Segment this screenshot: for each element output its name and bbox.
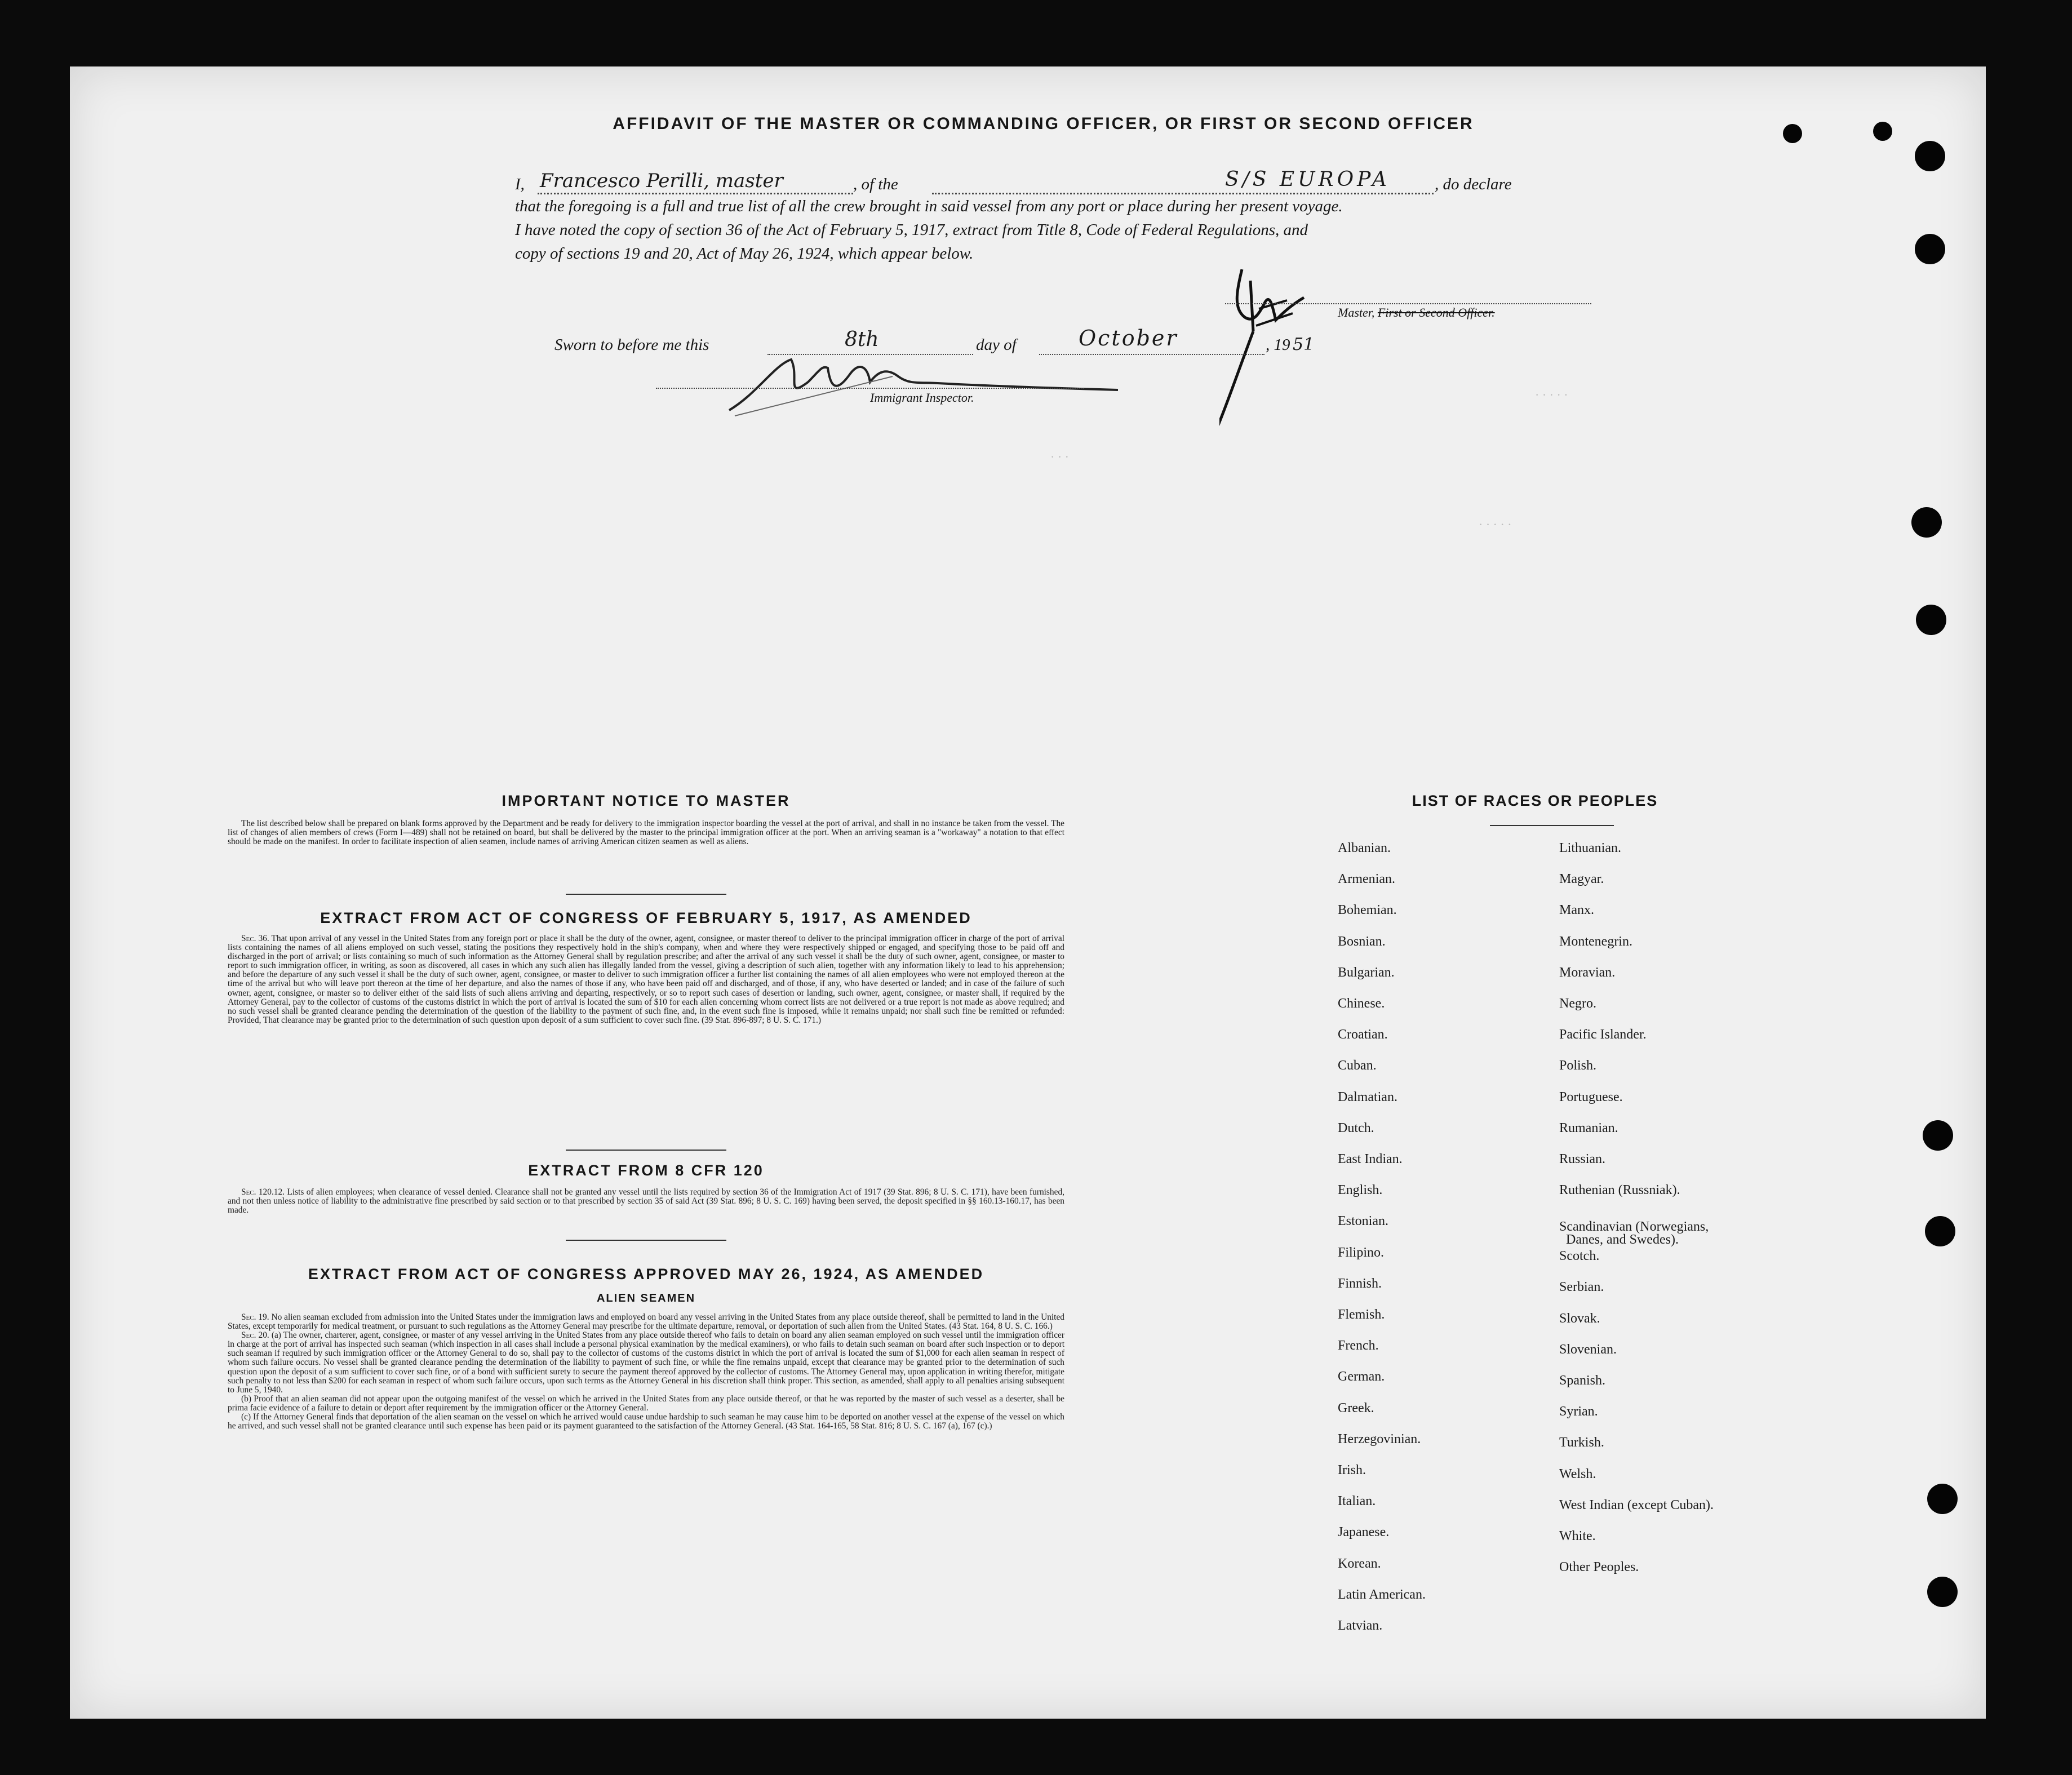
affidavit-sheet xyxy=(70,66,1986,1719)
master-signature xyxy=(1219,247,1332,483)
race-item: Korean. xyxy=(1338,1556,1381,1571)
race-item: Magyar. xyxy=(1559,872,1604,887)
extract-1924-text xyxy=(228,1313,1064,1431)
race-item: Latvian. xyxy=(1338,1618,1383,1633)
section-19-text: No alien seaman excluded from admission into the United States under the immigration laws and employed on board any vessel arriving in the United States from any place outside thereof, shall be permitted to land in the United States, except temporarily for medical treatment, or pursuant to such regulations as the Attorney General may prescribe for the ultimate departure, removal, or deportation of such alien from the United States. (43 Stat. 164, 8 U. S. C. 166.) xyxy=(228,1312,1064,1332)
sworn-day-of: day of xyxy=(976,336,1017,354)
extract-1917-title: EXTRACT FROM ACT OF CONGRESS OF FEBRUARY 5, 1917, AS AMENDED xyxy=(320,909,972,926)
race-item: Filipino. xyxy=(1338,1245,1385,1260)
binder-hole xyxy=(1911,507,1942,538)
ink-blot xyxy=(1873,122,1892,141)
master-name-handwritten: Francesco Perilli, master xyxy=(540,170,783,192)
race-item: Scotch. xyxy=(1559,1249,1600,1264)
section-19-paragraph xyxy=(228,1313,1064,1331)
section-36-text: That upon arrival of any vessel in the United States from any foreign port or place it shall be the duty of the owner, agent, consignee, or master thereof to deliver to the principal immigration officer in charge of the port of arrival lists containing the names of all aliens employed on such vessel, stating the positions they respectively hold in the ship's company, when and where they were respectively shipped or engaged, and specifying those to be paid off and discharged in the port of arrival; or lists containing so much of such information as the Attorney General shall by regulation prescribe; and after the arrival of any such vessel it shall be the duty of such owner, agent, consignee, or master to report to such immigration officer, in writing, as soon as discovered, all cases in which any such alien has illegally landed from the vessel, giving a description of such alien, together with any information likely to lead to his apprehension; and before the departure of any such vessel it shall be the duty of such owner, agent, consignee, or master to deliver to such immigration officer a further list containing the names of all alien employees who were not employed thereon at the time of the arrival but who will leave port thereon at the time of her departure, and also the names of those if any, who have been paid off and discharged, and of those, if any, who have deserted or landed; and in case of the failure of such owner, agent, consignee, or master so to deliver either of the said lists of such aliens arriving and departing, respectively, or so to report such cases of desertion or landing, such owner, agent, consignee, or master shall, if required by the Attorney General, pay to the collector of customs of the customs district in which the port of arrival is located the sum of $10 for each alien concerning whom correct lists are not delivered or a true report is not made as above required; and no such vessel shall be granted clearance pending the determination of the question of the liability to the payment of such fine, and, in the event such fine is imposed, while it remains unpaid; nor shall such fine be remitted or refunded: Provided, That clearance may be granted prior to the determination of such question upon deposit of a sum sufficient to cover such fine. (39 Stat. 896-897; 8 U. S. C. 171.) xyxy=(228,934,1064,1025)
bleed-through-mark: · · · · · xyxy=(1535,388,1568,402)
race-item: Slovenian. xyxy=(1559,1342,1617,1357)
race-item: Portuguese. xyxy=(1559,1089,1623,1104)
race-item: Japanese. xyxy=(1338,1525,1390,1540)
race-item: Rumanian. xyxy=(1559,1120,1618,1135)
inspector-caption: Immigrant Inspector. xyxy=(870,390,974,405)
declaration-i: I, xyxy=(515,175,525,193)
race-item: Armenian. xyxy=(1338,872,1395,887)
divider xyxy=(566,894,726,895)
race-item: Irish. xyxy=(1338,1463,1366,1477)
race-item: Estonian. xyxy=(1338,1214,1388,1229)
extract-1924-title: EXTRACT FROM ACT OF CONGRESS APPROVED MAY 26, 1924, AS AMENDED xyxy=(308,1266,984,1283)
race-item: Pacific Islander. xyxy=(1559,1027,1647,1042)
race-item: Montenegrin. xyxy=(1559,934,1632,949)
race-item: Bosnian. xyxy=(1338,934,1386,949)
race-item: German. xyxy=(1338,1369,1385,1384)
race-item: Polish. xyxy=(1559,1058,1597,1073)
sworn-prefix: Sworn to before me this xyxy=(554,336,709,354)
declaration-line-2: that the foregoing is a full and true list of all the crew brought in said vessel from any port or place during her present voyage. xyxy=(515,197,1343,215)
race-item: Finnish. xyxy=(1338,1276,1382,1291)
signature-caption-master: Master, xyxy=(1338,305,1378,320)
divider xyxy=(566,1240,726,1241)
vessel-dotted-line xyxy=(932,193,1434,194)
affidavit-title: AFFIDAVIT OF THE MASTER OR COMMANDING OFFICER, OR FIRST OR SECOND OFFICER xyxy=(613,114,1474,133)
extract-cfr-paragraph xyxy=(228,1188,1064,1215)
sworn-day-handwritten: 8th xyxy=(845,328,879,351)
declaration-of-the: , of the xyxy=(853,175,898,193)
section-120-label: Sec. 120.12. xyxy=(241,1187,285,1197)
race-item: Slovak. xyxy=(1559,1311,1600,1326)
race-item: Croatian. xyxy=(1338,1027,1388,1042)
vessel-name-handwritten: S/S EUROPA xyxy=(1225,168,1391,191)
extract-1917-paragraph xyxy=(228,934,1064,1025)
binder-hole xyxy=(1923,1120,1953,1151)
section-20-label: Sec. 20. xyxy=(241,1330,269,1341)
race-item: Ruthenian (Russniak). xyxy=(1559,1183,1680,1198)
bleed-through-mark: · · · · · xyxy=(1479,517,1512,531)
race-item: English. xyxy=(1338,1183,1383,1198)
master-signature-line xyxy=(1225,303,1591,304)
bleed-through-mark: · · · xyxy=(1050,450,1069,464)
race-item: Herzegovinian. xyxy=(1338,1431,1421,1446)
race-item: Cuban. xyxy=(1338,1058,1377,1073)
section-120-text: Lists of alien employees; when clearance of vessel denied. Clearance shall not be granted any vessel until the lists required by section 36 of the Immigration Act of 1917 (39 Stat. 896; 8 U. S. C. 171), have been furnished, and not then unless notice of liability to the administrative fine prescribed by said section or to that prescribed by section 35 of said Act (39 Stat. 896; 8 U. S. C. 169) having been served, the deposit specified in §§ 160.13-160.17, has been made. xyxy=(228,1187,1064,1215)
notice-title: IMPORTANT NOTICE TO MASTER xyxy=(502,792,791,809)
race-item: Albanian. xyxy=(1338,841,1391,855)
section-20c-paragraph: (c) If the Attorney General finds that deportation of the alien seaman on the vessel on which he arrived would cause undue hardship to such seaman he may cause him to be deported on another vessel at the expense of the vessel on which he arrived, and such vessel shall not be granted clearance until such expense has been paid or its payment guaranteed to the satisfaction of the Attorney General. (43 Stat. 164-165, 58 Stat. 816; 8 U. S. C. 167 (a), 167 (c).) xyxy=(228,1412,1064,1431)
race-item: White. xyxy=(1559,1529,1596,1544)
inspector-signature-line xyxy=(656,388,1084,389)
binder-hole xyxy=(1927,1577,1958,1607)
race-item: Dutch. xyxy=(1338,1120,1374,1135)
section-19-label: Sec. 19. xyxy=(241,1312,269,1322)
notice-text xyxy=(228,819,1064,846)
declaration-do-declare: , do declare xyxy=(1435,175,1512,193)
binder-hole xyxy=(1915,234,1945,264)
race-item: Negro. xyxy=(1559,996,1596,1011)
signature-caption xyxy=(1338,305,1495,320)
divider xyxy=(566,1150,726,1151)
race-item: Serbian. xyxy=(1559,1280,1604,1295)
race-item: Bulgarian. xyxy=(1338,965,1395,980)
signature-caption-struck: First or Second Officer. xyxy=(1377,305,1495,320)
race-item: Spanish. xyxy=(1559,1373,1606,1388)
extract-1917-text xyxy=(228,934,1064,1025)
race-item: Syrian. xyxy=(1559,1404,1598,1419)
binder-hole xyxy=(1915,141,1945,171)
alien-seamen-subtitle: ALIEN SEAMEN xyxy=(596,1292,696,1304)
sworn-year-handwritten: 51 xyxy=(1293,335,1315,354)
declaration-line-3: I have noted the copy of section 36 of the Act of February 5, 1917, extract from Title 8, Code of Federal Regulations, and xyxy=(515,221,1308,239)
notice-paragraph: The list described below shall be prepared on blank forms approved by the Department and be ready for delivery to the immigration inspector boarding the vessel at the port of arrival, and shall in no instance be taken from the vessel. The list of changes of alien members of crews (Form I—489) shall not be retained on board, but shall be delivered by the master to the principal immigration officer at the port. When an arriving seaman is a "workaway" a notation to that effect should be made on the manifest. In order to facilitate inspection of alien seamen, include names of arriving American citizen seamen as well as aliens. xyxy=(228,819,1064,847)
extract-cfr-title: EXTRACT FROM 8 CFR 120 xyxy=(528,1162,764,1179)
race-item: Manx. xyxy=(1559,903,1594,918)
race-item: Chinese. xyxy=(1338,996,1385,1011)
race-item: Lithuanian. xyxy=(1559,841,1621,855)
section-20b-paragraph: (b) Proof that an alien seaman did not appear upon the outgoing manifest of the vessel on which he arrived in the United States from any place outside thereof, or that he was reported by the master of such vessel as a deserter, shall be prima facie evidence of a failure to detain or deport after requirement by the immigration officer or the Attorney General. xyxy=(228,1394,1064,1413)
race-item: Welsh. xyxy=(1559,1466,1596,1481)
sworn-year-prefix: , 19 xyxy=(1266,336,1290,354)
inspector-signature xyxy=(724,343,1129,421)
race-item: Flemish. xyxy=(1338,1307,1385,1322)
race-item: Moravian. xyxy=(1559,965,1616,980)
race-item: East Indian. xyxy=(1338,1152,1403,1166)
ink-blot xyxy=(1783,124,1802,143)
race-item: Russian. xyxy=(1559,1152,1606,1166)
section-20a-text: (a) The owner, charterer, agent, consignee, or master of any vessel arriving in the United States from any place outside thereof who fails to detain on board any alien seaman employed on such vessel until the immigration officer in charge at the port of arrival has inspected such seaman (which inspection in all cases shall include a personal physical examination by the medical examiners), or who fails to detain such seaman on board after such inspection or to deport such seaman if required by such immigration officer or the Attorney General to do so, shall pay to the collector of customs of the customs district in which the port of arrival is located the sum of $1,000 for each alien seaman in respect of whom such failure occurs. No vessel shall be granted clearance pending the determination of the liability to payment of such fine, or while the fine remains unpaid, except that clearance may be granted prior to the determination of such question upon the deposit of a sum sufficient to cover such fine, or of a bond with sufficient surety to secure the payment thereof approved by the collector of customs. The Attorney General may, upon application in writing therefor, mitigate such penalty to not less than $200 for each seaman in respect of whom such failure occurs, upon such terms as the Attorney General in his discretion shall think proper. This section, as amended, shall apply to all penalties arising subsequent to June 5, 1940. xyxy=(228,1330,1064,1395)
race-item: Scandinavian (Norwegians, xyxy=(1559,1219,1709,1235)
race-item: Dalmatian. xyxy=(1338,1089,1397,1104)
race-item: Turkish. xyxy=(1559,1435,1604,1450)
race-item: French. xyxy=(1338,1338,1379,1354)
extract-cfr-text xyxy=(228,1188,1064,1215)
race-item: Italian. xyxy=(1338,1494,1376,1509)
section-36-label: Sec. 36. xyxy=(241,934,269,943)
race-item: West Indian (except Cuban). xyxy=(1559,1497,1714,1512)
binder-hole xyxy=(1925,1216,1955,1246)
race-item: Other Peoples. xyxy=(1559,1560,1639,1575)
master-name-dotted-line xyxy=(538,193,853,194)
binder-hole xyxy=(1916,605,1946,635)
race-item: Bohemian. xyxy=(1338,903,1397,918)
sworn-month-handwritten: October xyxy=(1079,326,1178,350)
race-item: Danes, and Swedes). xyxy=(1566,1232,1679,1248)
divider xyxy=(1490,825,1614,826)
declaration-line-4: copy of sections 19 and 20, Act of May 26, 1924, which appear below. xyxy=(515,245,974,263)
race-item: Latin American. xyxy=(1338,1587,1426,1602)
races-title: LIST OF RACES OR PEOPLES xyxy=(1412,792,1658,809)
section-20a-paragraph xyxy=(228,1331,1064,1395)
race-item: Greek. xyxy=(1338,1400,1374,1415)
declaration-line-1 xyxy=(515,168,1620,197)
binder-hole xyxy=(1927,1484,1958,1514)
